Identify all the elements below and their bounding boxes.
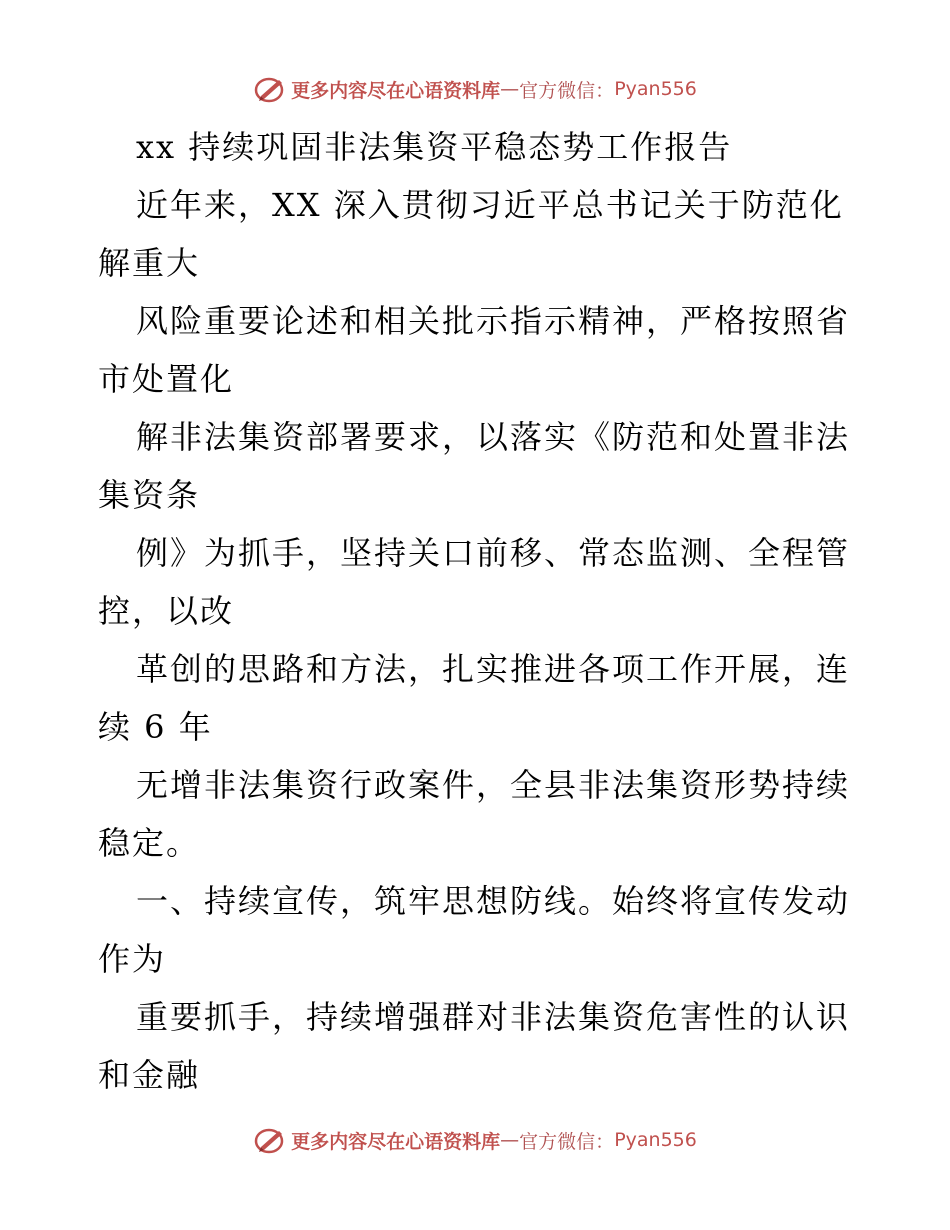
text-line: 作为 [98,940,167,978]
watermark-separator: — [500,1129,520,1151]
header-watermark [0,74,950,104]
text-line: 集资条 [98,476,201,514]
pen-logo-icon [253,74,287,104]
text-line: 控，以改 [98,592,235,630]
watermark-label: 官方微信： [519,79,615,102]
document-title: xx 持续巩固非法集资平稳态势工作报告 [136,128,733,166]
text-line: 和金融 [98,1056,201,1094]
footer-watermark [0,1125,950,1155]
pen-logo-icon [253,1125,287,1155]
text-line: 无增非法集资行政案件，全县非法集资形势持续 [136,766,851,804]
text-line: 革创的思路和方法，扎实推进各项工作开展，连 [136,650,851,688]
text-line: 近年来，XX 深入贯彻习近平总书记关于防范化 [136,186,844,224]
watermark-brand: 更多内容尽在心语资料库 [291,1130,501,1153]
watermark-wechat-id: Pyan556 [614,78,697,100]
text-line: 重要抓手，持续增强群对非法集资危害性的认识 [136,998,851,1036]
watermark-label: 官方微信： [519,1130,615,1153]
section-heading-line: 一、持续宣传，筑牢思想防线。始终将宣传发动 [136,882,851,920]
text-line: 市处置化 [98,360,235,398]
text-line: 解非法集资部署要求，以落实《防范和处置非法 [136,418,851,456]
watermark-separator: — [500,78,520,100]
text-line: 解重大 [98,244,201,282]
text-line: 风险重要论述和相关批示指示精神，严格按照省 [136,302,851,340]
text-line: 例》为抓手，坚持关口前移、常态监测、全程管 [136,534,851,572]
watermark-brand: 更多内容尽在心语资料库 [291,79,501,102]
watermark-wechat-id: Pyan556 [614,1129,697,1151]
text-line: 续 6 年 [98,708,213,746]
text-line: 稳定。 [98,824,201,862]
document-body [98,118,858,1104]
